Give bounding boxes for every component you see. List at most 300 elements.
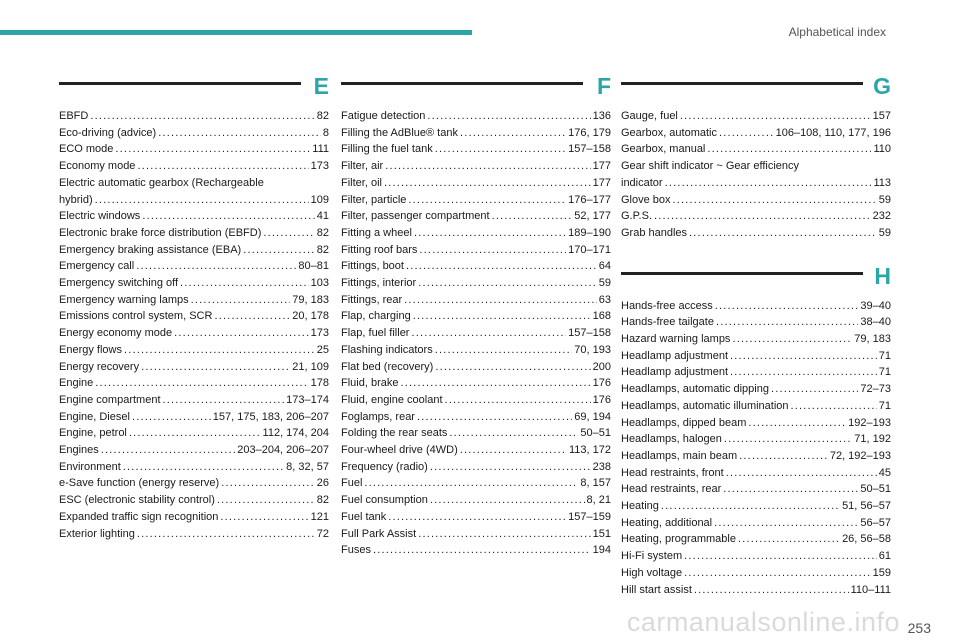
dot-leader xyxy=(430,459,591,476)
entry-term: Engine xyxy=(59,377,94,390)
dot-leader xyxy=(124,342,315,359)
index-entry xyxy=(621,515,891,532)
entry-term: Folding the rear seats xyxy=(341,427,448,440)
entry-pages: 176, 179 xyxy=(568,126,611,139)
entry-term: Exterior lighting xyxy=(59,527,135,540)
entry-term: Emissions control system, SCR xyxy=(59,310,213,323)
entry-pages: 178 xyxy=(310,377,329,390)
dot-leader xyxy=(689,225,877,242)
letter-e: E xyxy=(313,73,329,99)
entry-pages: 82 xyxy=(316,494,329,507)
watermark: carmanualsonline.info xyxy=(626,607,900,637)
index-entry xyxy=(621,465,891,482)
entry-pages: 59 xyxy=(598,277,611,290)
index-entry xyxy=(621,582,891,599)
index-entry xyxy=(341,526,611,543)
entry-pages: 82 xyxy=(316,110,329,122)
dot-leader xyxy=(214,308,290,325)
index-entry xyxy=(59,258,329,275)
entry-term: Head restraints, rear xyxy=(621,483,722,496)
dot-leader xyxy=(95,375,308,392)
entry-term: Headlamp adjustment xyxy=(621,349,729,362)
entry-term: Eco-driving (advice) xyxy=(59,126,157,139)
entry-term: G.P.S. xyxy=(621,210,652,223)
letter-g: G xyxy=(873,73,891,99)
entry-pages: 157–159 xyxy=(568,510,611,523)
entry-term: Full Park Assist xyxy=(341,527,417,540)
entry-pages: 70, 193 xyxy=(574,343,611,356)
dot-leader xyxy=(445,392,591,409)
entry-term: Heating, additional xyxy=(621,516,713,529)
entry-pages: 50–51 xyxy=(860,483,891,496)
entry-term: Fuel xyxy=(341,477,363,490)
index-entry xyxy=(341,425,611,442)
entry-term: Flap, charging xyxy=(341,310,411,323)
index-entry xyxy=(621,141,891,158)
entry-pages: 72 xyxy=(316,527,329,540)
index-entry xyxy=(341,242,611,259)
dot-leader xyxy=(418,526,590,543)
entry-pages: 238 xyxy=(592,460,611,473)
index-entry xyxy=(341,208,611,225)
entry-term: Emergency call xyxy=(59,260,135,273)
dot-leader xyxy=(661,498,840,515)
index-entry xyxy=(341,375,611,392)
entry-term: Frequency (radio) xyxy=(341,460,428,473)
index-entry xyxy=(621,448,891,465)
dot-leader xyxy=(163,392,285,409)
entry-term: Fittings, rear xyxy=(341,293,403,306)
dot-leader xyxy=(460,125,566,142)
entry-term: Fittings, boot xyxy=(341,260,404,273)
entry-pages: 26, 56–58 xyxy=(842,533,891,546)
entry-term: Fitting roof bars xyxy=(341,243,418,256)
entry-term: Headlamps, main beam xyxy=(621,449,738,462)
entry-pages: 72, 192–193 xyxy=(829,449,891,462)
dot-leader xyxy=(716,314,858,331)
entry-term: EBFD xyxy=(59,110,89,122)
entry-term: Engine, Diesel xyxy=(59,410,130,423)
entry-pages: 103 xyxy=(310,277,329,290)
entry-term: hybrid) xyxy=(59,193,93,206)
entry-term: Electric windows xyxy=(59,210,141,223)
dot-leader xyxy=(373,542,591,559)
header-accent-bar xyxy=(0,30,472,35)
entry-pages: 82 xyxy=(316,243,329,256)
index-entry xyxy=(59,242,329,259)
dot-leader xyxy=(221,475,315,492)
entry-term: Grab handles xyxy=(621,226,688,239)
entry-pages: 111 xyxy=(312,143,329,156)
entry-term: Fuel tank xyxy=(341,510,387,523)
index-entry xyxy=(59,442,329,459)
letter-rule xyxy=(341,82,583,85)
entry-term: Fluid, engine coolant xyxy=(341,393,443,406)
dot-leader xyxy=(388,509,566,526)
entry-pages: 8 xyxy=(322,126,329,139)
dot-leader xyxy=(748,415,846,432)
dot-leader xyxy=(492,208,573,225)
index-entry xyxy=(621,298,891,315)
index-entry xyxy=(59,308,329,325)
index-entry xyxy=(341,108,611,125)
entry-pages: 8, 21 xyxy=(586,494,611,507)
dot-leader xyxy=(137,526,315,543)
page-number: 253 xyxy=(907,620,931,636)
entry-term: Gearbox, manual xyxy=(621,143,706,156)
entry-pages: 59 xyxy=(878,226,891,239)
entries-h xyxy=(621,298,891,599)
index-entry xyxy=(59,526,329,543)
entries-g xyxy=(621,108,891,242)
index-entry xyxy=(621,498,891,515)
entry-term: Hi-Fi system xyxy=(621,550,683,563)
section-title: Alphabetical index xyxy=(788,25,886,39)
index-entry xyxy=(59,475,329,492)
dot-leader xyxy=(730,348,877,365)
entry-pages: 80–81 xyxy=(298,260,329,273)
dot-leader xyxy=(418,275,597,292)
entry-term: Headlamps, dipped beam xyxy=(621,416,747,429)
entry-term: Fitting a wheel xyxy=(341,226,412,239)
entry-term: High voltage xyxy=(621,566,683,579)
entry-pages: 82 xyxy=(316,226,329,239)
entry-pages: 79, 183 xyxy=(854,333,891,346)
dot-leader xyxy=(400,375,590,392)
entry-term: Engines xyxy=(59,444,99,457)
entry-term: Flat bed (recovery) xyxy=(341,360,434,373)
entry-term: Fittings, interior xyxy=(341,277,417,290)
index-column-g-h xyxy=(621,73,891,598)
dot-leader xyxy=(680,108,871,125)
entry-pages: 52, 177 xyxy=(574,210,611,223)
entry-term: Heating xyxy=(621,500,659,513)
index-entry xyxy=(621,364,891,381)
dot-leader xyxy=(715,298,859,315)
index-entry xyxy=(621,314,891,331)
index-entry xyxy=(341,192,611,209)
entry-term: Engine, petrol xyxy=(59,427,127,440)
dot-leader xyxy=(406,258,597,275)
dot-leader xyxy=(771,381,858,398)
entry-pages: 157–158 xyxy=(568,327,611,340)
entry-term: ECO mode xyxy=(59,143,114,156)
entry-pages: 64 xyxy=(598,260,611,273)
dot-leader xyxy=(730,364,877,381)
dot-leader xyxy=(385,158,590,175)
dot-leader xyxy=(243,242,315,259)
index-entry xyxy=(59,359,329,376)
dot-leader xyxy=(123,459,284,476)
dot-leader xyxy=(707,141,871,158)
entry-term: Filter, air xyxy=(341,160,384,173)
dot-leader xyxy=(739,448,828,465)
letter-f: F xyxy=(596,73,611,99)
index-entry xyxy=(59,275,329,292)
letter-heading-g xyxy=(621,73,891,108)
entry-pages: 203–204, 206–207 xyxy=(237,444,329,457)
entry-pages: 189–190 xyxy=(568,226,611,239)
dot-leader xyxy=(364,475,578,492)
entry-term: Heating, programmable xyxy=(621,533,736,546)
index-entry xyxy=(59,208,329,225)
dot-leader xyxy=(404,292,597,309)
entry-pages: 151 xyxy=(592,527,611,540)
entry-term: Energy economy mode xyxy=(59,327,173,340)
dot-leader xyxy=(132,409,211,426)
entry-term: Four-wheel drive (4WD) xyxy=(341,444,458,457)
entry-pages: 176–177 xyxy=(568,193,611,206)
entry-pages: 176 xyxy=(592,377,611,390)
entry-term: Fluid, brake xyxy=(341,377,399,390)
index-entry xyxy=(621,348,891,365)
dot-leader xyxy=(684,565,870,582)
entry-term: Headlamps, automatic dipping xyxy=(621,383,769,396)
entry-term: Filter, oil xyxy=(341,176,382,189)
entry-term: Headlamp adjustment xyxy=(621,366,729,379)
index-entry xyxy=(59,375,329,392)
index-entry xyxy=(621,431,891,448)
dot-leader xyxy=(724,431,852,448)
dot-leader xyxy=(413,308,591,325)
index-entry xyxy=(341,292,611,309)
index-entry xyxy=(59,225,329,242)
entry-term: Hazard warning lamps xyxy=(621,333,731,346)
index-entry xyxy=(341,359,611,376)
entry-term: Filling the fuel tank xyxy=(341,143,433,156)
dot-leader xyxy=(180,275,309,292)
entry-pages: 106–108, 110, 177, 196 xyxy=(775,126,891,139)
dot-leader xyxy=(719,125,774,142)
entry-term: Energy recovery xyxy=(59,360,140,373)
dot-leader xyxy=(430,492,585,509)
letter-rule xyxy=(621,82,863,85)
dot-leader xyxy=(141,359,290,376)
dot-leader xyxy=(263,225,314,242)
entry-pages: 26 xyxy=(316,477,329,490)
letter-rule xyxy=(59,82,301,85)
entries-f xyxy=(341,108,611,559)
entry-term: Expanded traffic sign recognition xyxy=(59,510,219,523)
index-entry xyxy=(341,308,611,325)
entry-pages: 71, 192 xyxy=(854,433,891,446)
entry-pages: 113, 172 xyxy=(568,444,611,457)
dot-leader xyxy=(137,158,308,175)
dot-leader xyxy=(101,442,235,459)
entry-pages: 177 xyxy=(592,160,611,173)
entry-term: Filling the AdBlue® tank xyxy=(341,126,458,139)
entry-pages: 121 xyxy=(310,510,329,523)
entry-pages: 173 xyxy=(310,327,329,340)
index-entry xyxy=(59,292,329,309)
entry-term: Filter, particle xyxy=(341,193,407,206)
entry-pages: 8, 157 xyxy=(580,477,611,490)
letter-heading-f xyxy=(341,73,611,108)
entry-pages: 71 xyxy=(878,399,891,412)
index-entry xyxy=(59,192,329,209)
dot-leader xyxy=(714,515,858,532)
entry-pages: 112, 174, 204 xyxy=(262,427,329,440)
dot-leader xyxy=(217,492,315,509)
index-entry xyxy=(59,175,329,192)
entry-term: Environment xyxy=(59,460,121,473)
index-entry xyxy=(621,565,891,582)
dot-leader xyxy=(129,425,261,442)
entry-pages: 71 xyxy=(878,366,891,379)
entry-term: Gearbox, automatic xyxy=(621,126,717,139)
index-entry xyxy=(341,442,611,459)
dot-leader xyxy=(694,582,849,599)
entry-term: Hill start assist xyxy=(621,583,692,596)
entry-pages: 232 xyxy=(872,210,891,223)
index-entry xyxy=(621,398,891,415)
dot-leader xyxy=(684,548,877,565)
entry-term: Headlamps, halogen xyxy=(621,433,722,446)
entry-pages: 159 xyxy=(872,566,891,579)
entry-term: Emergency warning lamps xyxy=(59,293,189,306)
index-entry xyxy=(621,225,891,242)
dot-leader xyxy=(732,331,852,348)
entry-term: Emergency switching off xyxy=(59,277,179,290)
entry-term: Fuses xyxy=(341,544,371,557)
index-entry xyxy=(341,542,611,559)
index-entry xyxy=(621,531,891,548)
entry-term: Electronic brake force distribution (EBFD) xyxy=(59,226,262,239)
index-entry xyxy=(59,125,329,142)
entry-pages: 110–111 xyxy=(850,583,891,596)
entry-pages: 69, 194 xyxy=(574,410,611,423)
index-entry xyxy=(341,492,611,509)
entry-pages: 157–158 xyxy=(568,143,611,156)
dot-leader xyxy=(90,108,314,125)
index-entry xyxy=(59,158,329,175)
dot-leader xyxy=(419,242,566,259)
dot-leader xyxy=(417,409,572,426)
entry-term: Hands-free access xyxy=(621,299,713,312)
entry-pages: 194 xyxy=(592,544,611,557)
dot-leader xyxy=(414,225,566,242)
entry-pages: 170–171 xyxy=(568,243,611,256)
entry-term: Gauge, fuel xyxy=(621,110,678,122)
dot-leader xyxy=(174,325,309,342)
entry-pages: 173 xyxy=(310,160,329,173)
index-entry xyxy=(621,192,891,209)
index-entry xyxy=(621,381,891,398)
entry-pages: 45 xyxy=(878,466,891,479)
entries-e xyxy=(59,108,329,542)
entry-term: Fatigue detection xyxy=(341,110,426,122)
dot-leader xyxy=(665,175,872,192)
letter-heading-e xyxy=(59,73,329,108)
index-entry xyxy=(621,175,891,192)
dot-leader xyxy=(460,442,567,459)
dot-leader xyxy=(95,192,309,209)
index-entry xyxy=(621,548,891,565)
entry-pages: 136 xyxy=(592,110,611,122)
entry-term: Head restraints, front xyxy=(621,466,724,479)
entry-term: Flashing indicators xyxy=(341,343,433,356)
entry-pages: 21, 109 xyxy=(292,360,329,373)
index-entry xyxy=(59,459,329,476)
entry-pages: 192–193 xyxy=(848,416,891,429)
entry-term: Fuel consumption xyxy=(341,494,428,507)
index-entry xyxy=(341,275,611,292)
entry-term: Economy mode xyxy=(59,160,136,173)
dot-leader xyxy=(115,141,310,158)
index-entry xyxy=(341,459,611,476)
entry-pages: 200 xyxy=(592,360,611,373)
dot-leader xyxy=(435,342,573,359)
index-entry xyxy=(341,125,611,142)
entry-term: ESC (electronic stability control) xyxy=(59,494,215,507)
index-entry xyxy=(341,158,611,175)
entry-term: Engine compartment xyxy=(59,393,161,406)
entry-pages: 63 xyxy=(598,293,611,306)
index-column-f xyxy=(341,73,611,559)
entry-pages: 38–40 xyxy=(860,316,891,329)
index-entry xyxy=(341,509,611,526)
dot-leader xyxy=(738,531,840,548)
letter-rule xyxy=(621,272,863,275)
index-entry xyxy=(621,108,891,125)
entry-term: Foglamps, rear xyxy=(341,410,415,423)
entry-pages: 176 xyxy=(592,393,611,406)
entry-pages: 79, 183 xyxy=(292,293,329,306)
index-entry xyxy=(341,409,611,426)
entry-term: e-Save function (energy reserve) xyxy=(59,477,220,490)
index-entry xyxy=(341,342,611,359)
entry-term: Flap, fuel filler xyxy=(341,327,410,340)
index-entry xyxy=(59,509,329,526)
entry-pages: 56–57 xyxy=(860,516,891,529)
dot-leader xyxy=(726,465,877,482)
entry-pages: 39–40 xyxy=(860,299,891,312)
dot-leader xyxy=(220,509,308,526)
index-entry xyxy=(341,225,611,242)
index-entry xyxy=(59,325,329,342)
entry-pages: 61 xyxy=(878,550,891,563)
entry-pages: 168 xyxy=(592,310,611,323)
entry-pages: 50–51 xyxy=(580,427,611,440)
letter-heading-h xyxy=(621,262,891,298)
index-entry xyxy=(59,492,329,509)
entry-pages: 110 xyxy=(873,143,891,156)
index-entry xyxy=(59,141,329,158)
entry-pages: 25 xyxy=(316,343,329,356)
entry-term: Glove box xyxy=(621,193,671,206)
dot-leader xyxy=(449,425,578,442)
dot-leader xyxy=(411,325,566,342)
index-entry xyxy=(621,208,891,225)
entry-pages: 109 xyxy=(310,193,329,206)
dot-leader xyxy=(191,292,291,309)
entry-pages: 8, 32, 57 xyxy=(286,460,329,473)
index-entry xyxy=(59,342,329,359)
entry-term: Energy flows xyxy=(59,343,122,356)
index-entry xyxy=(621,415,891,432)
index-entry xyxy=(341,175,611,192)
entry-pages: 157 xyxy=(872,110,891,122)
dot-leader xyxy=(654,208,871,225)
entry-pages: 41 xyxy=(316,210,329,223)
entry-pages: 113 xyxy=(873,176,891,189)
index-entry xyxy=(341,141,611,158)
dot-leader xyxy=(673,192,877,209)
index-entry xyxy=(341,258,611,275)
dot-leader xyxy=(408,192,566,209)
entry-pages: 51, 56–57 xyxy=(842,500,891,513)
index-entry xyxy=(59,392,329,409)
